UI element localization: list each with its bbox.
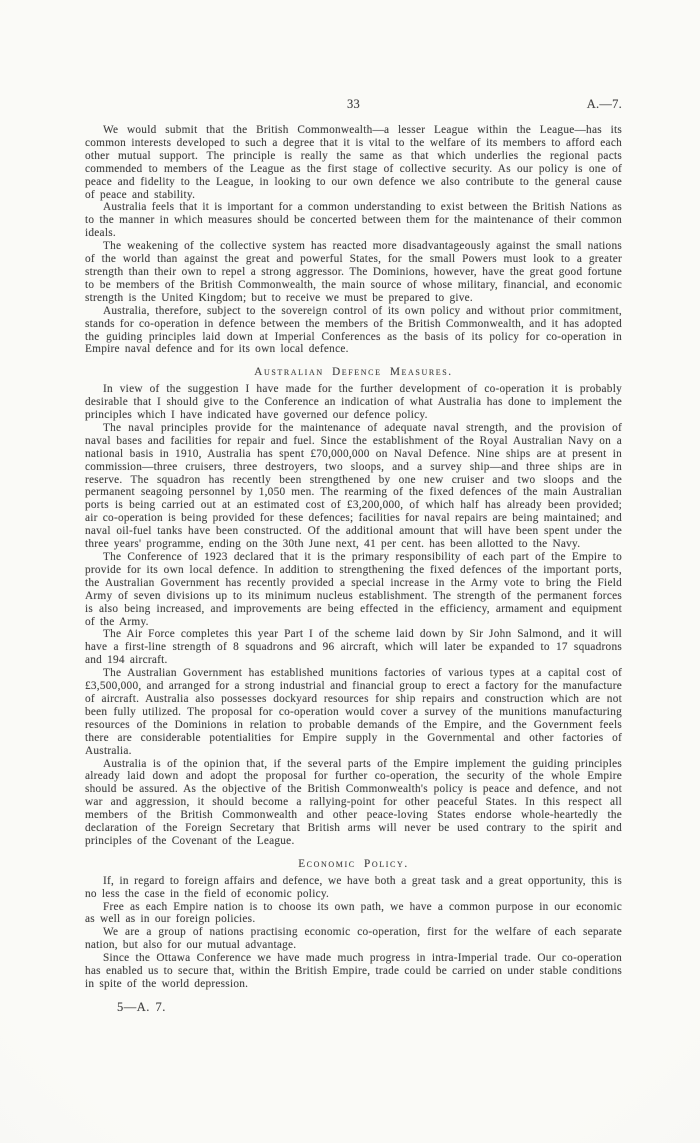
footer-signature: 5—A. 7. <box>117 999 166 1014</box>
document-reference: A.—7. <box>586 97 622 111</box>
paragraph-commonwealth-league: We would submit that the British Commonwealth—a lesser League within the League—has its common interests developed to such a degree that it is vital to the welfare of its members to afford each other mutual support. The principle is really the same as that which underlies the regional pacts commended to members of the League as the first stage of collective security. As our policy is one of peace and fidelity to the League, in looking to our own defence we also contribute to the general cause of peace and stability. <box>85 124 622 201</box>
heading-economic-policy: Economic Policy. <box>298 857 409 870</box>
paragraph-sovereign-control: Australia, therefore, subject to the sovereign control of its own policy and without prior commitment, stands for co-operation in defence between the members of the British Commonwealth, and it has adopted the guiding principles laid down at Imperial Conferences as the basis of its policy for co-operation in Empire naval defence and for its own local defence. <box>85 304 622 356</box>
paragraph-common-understanding: Australia feels that it is important for a common understanding to exist between the British Nations as to the manner in which measures should be concerted between them for the maintenance of their common ideals. <box>85 201 622 240</box>
running-head <box>85 98 622 112</box>
paragraph-common-purpose: Free as each Empire nation is to choose its own path, we have a common purpose in our economic as well as in our foreign policies. <box>85 900 622 926</box>
text-block <box>85 98 622 1014</box>
heading-australian-defence-measures: Australian Defence Measures. <box>254 366 453 379</box>
paragraph-empire-security: Australia is of the opinion that, if the several parts of the Empire implement the guiding principles already laid down and adopt the proposal for further co-operation, the security of the whole Empire should be assured. As the objective of the British Commonwealth's policy is peace and defence, and not war and aggression, it should become a rallying-point for other peaceful States. In this respect all members of the British Commonwealth and other peace-loving States endorse whole-heartedly the declaration of the Foreign Secretary that British arms will never be used contrary to the spirit and principles of the Covenant of the League. <box>85 757 622 847</box>
paragraph-collective-system: The weakening of the collective system has reacted more disadvantageously against the small nations of the world than against the great and powerful States, for the small Powers must look to a greater strength than their own to repel a strong aggressor. The Dominions, however, have the great good fortune to be members of the British Commonwealth, the main source of whose military, financial, and economic strength is the United Kingdom; but to receive we must be prepared to give. <box>85 240 622 304</box>
paragraph-ottawa-conference: Since the Ottawa Conference we have made much progress in intra-Imperial trade. Our co-operation has enabled us to secure that, within the British Empire, trade could be carried on under stable conditions in spite of the world depression. <box>85 952 622 990</box>
paragraph-air-force: The Air Force completes this year Part I of the scheme laid down by Sir John Salmond, and it will have a first-line strength of 8 squadrons and 96 aircraft, which will later be expanded to 17 squadrons and 194 aircraft. <box>85 628 622 667</box>
page-number: 33 <box>347 97 360 111</box>
paragraph-economic-cooperation: We are a group of nations practising economic co-operation, first for the welfare of each separate nation, but also for our mutual advantage. <box>85 926 622 952</box>
paragraph-munitions-factories: The Australian Government has established munitions factories of various types at a capital cost of £3,500,000, and arranged for a strong industrial and financial group to erect a factory for the manufacture of aircraft. Australia also possesses dockyard resources for ship repairs and construction which are not been fully utilized. The proposal for co-operation would cover a survey of the munitions manufacturing resources of the Dominions in relation to probable demands of the Empire, and the Government feels there are considerable potentialities for Empire supply in the Governmental and other factories of Australia. <box>85 667 622 757</box>
paragraph-conference-1923: The Conference of 1923 declared that it is the primary responsibility of each part of the Empire to provide for its own local defence. In addition to strengthening the fixed defences of the important ports, the Australian Government has recently provided a special increase in the Army vote to bring the Field Army of seven divisions up to its minimum nucleus establishment. The strength of the permanent forces is also being increased, and improvements are being effected in the efficiency, armament and equipment of the Army. <box>85 551 622 628</box>
paragraph-economic-task: If, in regard to foreign affairs and defence, we have both a great task and a great opportunity, this is no less the case in the field of economic policy. <box>85 874 622 900</box>
paragraph-defence-intro: In view of the suggestion I have made for the further development of co-operation it is probably desirable that I should give to the Conference an indication of what Australia has done to implement the principles which I have indicated have governed our defence policy. <box>85 383 622 422</box>
paragraph-naval-principles: The naval principles provide for the maintenance of adequate naval strength, and the provision of naval bases and facilities for repair and fuel. Since the establishment of the Royal Australian Navy on a national basis in 1910, Australia has spent £70,000,000 on Naval Defence. Nine ships are at present in commission—three cruisers, three destroyers, two sloops, and a survey ship—and three ships are in reserve. The squadron has recently been strengthened by one new cruiser and two sloops and the permanent seagoing personnel by 1,050 men. The rearming of the fixed defences of the main Australian ports is being carried out at an estimated cost of £3,200,000, of which half has already been provided; air co-operation is being provided for these defences; facilities for naval repairs are being maintained; and naval oil-fuel tanks have been constructed. Of the additional amount that will have been spent under the three years' programme, ending on the 30th June next, 41 per cent. has been allotted to the Navy. <box>85 421 622 551</box>
